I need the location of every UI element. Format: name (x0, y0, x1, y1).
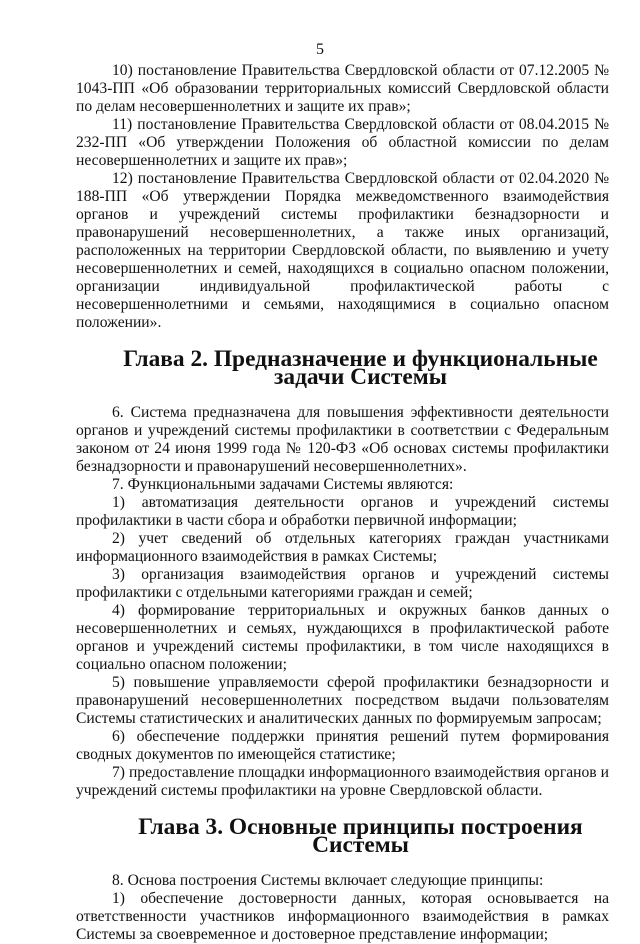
chapter-2-heading: Глава 2. Предназначение и функциональные задачи Системы (123, 346, 598, 390)
paragraph-item-11: 11) постановление Правительства Свердловской области от 08.04.2015 № 232-ПП «Об утверждении Положения об областной комиссии по делам несовершеннолетних и защите их прав»; (76, 116, 609, 169)
task-item-7: 7) предоставление площадки информационного взаимодействия органов и учреждений системы профилактики на уровне Свердловской области. (76, 764, 609, 799)
paragraph-7: 7. Функциональными задачами Системы являются: (112, 476, 454, 493)
page-number: 5 (316, 41, 324, 58)
task-item-2: 2) учет сведений об отдельных категориях граждан участниками информационного взаимодействия в рамках Системы; (76, 530, 609, 565)
chapter-3-heading: Глава 3. Основные принципы построения Системы (138, 814, 583, 858)
paragraph-item-10: 10) постановление Правительства Свердловской области от 07.12.2005 № 1043-ПП «Об образовании территориальных комиссий Свердловской области по делам несовершеннолетних и защите их прав»; (76, 62, 609, 115)
task-item-5: 5) повышение управляемости сферой профилактики безнадзорности и правонарушений несовершеннолетних посредством выдачи пользователям Системы статистических и аналитических данных по формируемым запросам; (76, 674, 609, 727)
paragraph-8: 8. Основа построения Системы включает следующие принципы: (112, 872, 544, 889)
task-item-6: 6) обеспечение поддержки принятия решений путем формирования сводных документов по имеющейся статистике; (76, 728, 609, 763)
document-body (76, 62, 609, 944)
principle-item-1: 1) обеспечение достоверности данных, которая основывается на ответственности участников информационного взаимодействия в рамках Системы за своевременное и достоверное представление информации; (76, 890, 609, 943)
task-item-3: 3) организация взаимодействия органов и учреждений системы профилактики с отдельными категориями граждан и семей; (76, 566, 609, 601)
chapter-3-section (76, 872, 609, 944)
paragraph-6: 6. Система предназначена для повышения эффективности деятельности органов и учреждений системы профилактики в соответствии с Федеральным законом от 24 июня 1999 года № 120-ФЗ «Об основах системы профилактики безнадзорности и правонарушений несовершеннолетних». (76, 404, 609, 475)
chapter-2-section (76, 404, 609, 800)
paragraph-item-12: 12) постановление Правительства Свердловской области от 02.04.2020 № 188-ПП «Об утверждении Порядка межведомственного взаимодействия органов и учреждений системы профилактики безнадзорности и правонарушений несовершеннолетних, а также иных организаций, расположенных на территории Свердловской области, по выявлению и учету несовершеннолетних и семей, находящихся в социально опасном положении, организации индивидуальной профилактической работы с несовершеннолетними и семьями, находящимися в социально опасном положении». (76, 170, 609, 331)
task-item-4: 4) формирование территориальных и окружных банков данных о несовершеннолетних и семьях, нуждающихся в профилактической работе органов и учреждений системы профилактики, в том числе находящихся в социально опасном положении; (76, 602, 609, 673)
task-item-1: 1) автоматизация деятельности органов и учреждений системы профилактики в части сбора и обработки первичной информации; (76, 494, 609, 529)
